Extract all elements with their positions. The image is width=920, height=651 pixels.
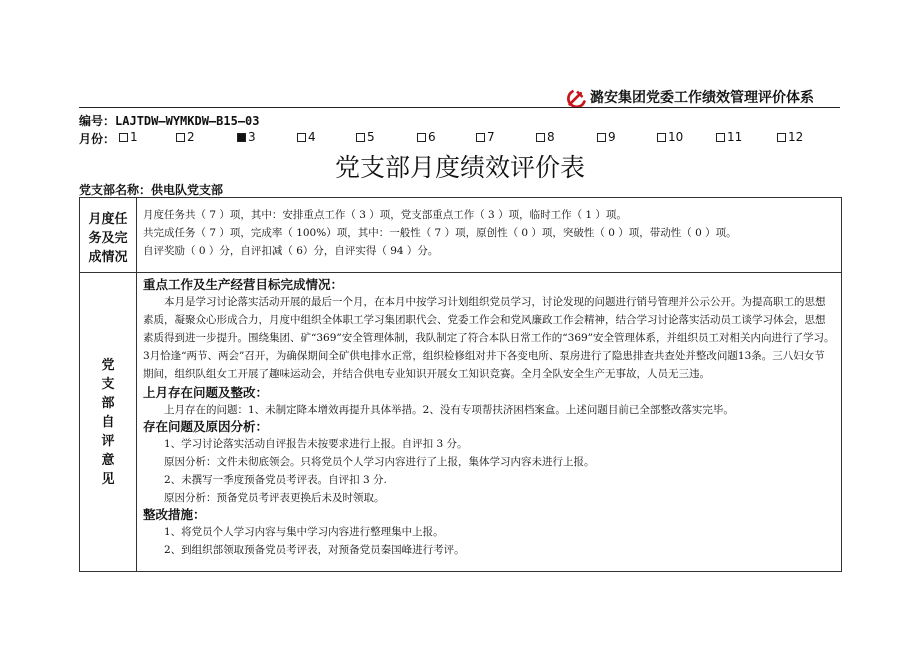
self-eval-label: 党支部自评意见 bbox=[101, 357, 115, 487]
section-text: 本月是学习讨论落实活动开展的最后一个月，在本月中按学习计划组织党员学习，讨论发现的问题进行销号管理并公示公开。为提高职工的思想素质，凝聚众心形成合力，月度中组织全体职工学习集团职代会、党委工作会和党风廉政工作会精神，结合学习讨论落实活动员工谈学习体会，思想素质得到进一步提升。围绕集团、矿“369”安全管理体制，我队制定了符合本队日常工作的“369”安全管理体系，并组织员工对相关内向进行了学习。3月恰逢“两节、两会”召开，为确保期间全矿供电排水正常，组织检修组对井下各变电所、泵房进行了隐患排查共查处并整改问题13条。三八妇女节期间，组织队组女工开展了趣味运动会，并结合供电专业知识开展女工知识竞赛。全月全队安全生产无事故，人员无三违。 bbox=[143, 296, 835, 380]
month-option[interactable]: 9 bbox=[597, 130, 616, 144]
document-header bbox=[566, 86, 814, 108]
evaluation-table bbox=[79, 197, 842, 572]
task-line: 共完成任务（ 7 ）项，完成率（ 100%）项，其中：一般性（ 7 ）项，原创性（ 0 ）项，突破性（ 0 ）项，带动性（ 0 ）项。 bbox=[143, 227, 737, 239]
checkbox-icon[interactable] bbox=[476, 133, 485, 142]
checkbox-icon[interactable] bbox=[716, 133, 725, 142]
table-row bbox=[80, 198, 842, 273]
issue-line: 原因分析：预备党员考评表更换后未及时领取。 bbox=[164, 492, 385, 504]
checkbox-icon[interactable] bbox=[597, 133, 606, 142]
task-label-cell bbox=[80, 198, 137, 273]
section-title: 存在问题及原因分析： bbox=[143, 419, 269, 434]
section-title: 上月存在问题及整改： bbox=[143, 385, 269, 400]
month-option[interactable]: 3 bbox=[237, 130, 256, 144]
self-eval-content-cell bbox=[137, 273, 842, 572]
month-option[interactable]: 7 bbox=[476, 130, 495, 144]
issue-line: 2、未撰写一季度预备党员考评表。自评扣 3 分. bbox=[164, 474, 387, 486]
section-title: 整改措施： bbox=[143, 507, 206, 522]
month-option[interactable]: 5 bbox=[356, 130, 375, 144]
month-option[interactable]: 8 bbox=[536, 130, 555, 144]
month-option[interactable]: 4 bbox=[297, 130, 316, 144]
checkbox-icon[interactable] bbox=[356, 133, 365, 142]
checkbox-icon[interactable] bbox=[657, 133, 666, 142]
header-divider bbox=[79, 107, 840, 108]
code-value: LAJTDW—WYMKDW—B15—03 bbox=[115, 114, 260, 128]
section-title: 重点工作及生产经营目标完成情况： bbox=[143, 277, 344, 292]
checkbox-icon[interactable] bbox=[417, 133, 426, 142]
month-option[interactable]: 11 bbox=[716, 130, 742, 144]
branch-label: 党支部名称： bbox=[79, 183, 152, 197]
org-title: 潞安集团党委工作绩效管理评价体系 bbox=[590, 90, 814, 106]
page-title: 党支部月度绩效评价表 bbox=[334, 153, 585, 182]
task-label: 月度任务及完成情况 bbox=[88, 212, 128, 265]
month-option[interactable]: 6 bbox=[417, 130, 436, 144]
measure-line: 1、将党员个人学习内容与集中学习内容进行整理集中上报。 bbox=[164, 526, 444, 538]
branch-value: 供电队党支部 bbox=[151, 183, 224, 197]
checkbox-checked-icon[interactable] bbox=[237, 133, 246, 142]
section-text: 上月存在的问题：1、未制定降本增效再提升具体举措。2、没有专项帮扶济困档案盒。上述问题目前已全部整改落实完毕。 bbox=[164, 404, 734, 416]
month-label: 月份： bbox=[79, 132, 116, 146]
task-line: 月度任务共（ 7 ）项，其中：安排重点工作（ 3 ）项，党支部重点工作（ 3 ）项，临时工作（ 1 ）项。 bbox=[143, 209, 627, 221]
checkbox-icon[interactable] bbox=[176, 133, 185, 142]
month-option[interactable]: 12 bbox=[777, 130, 803, 144]
measure-line: 2、到组织部领取预备党员考评表，对预备党员秦国峰进行考评。 bbox=[164, 544, 465, 556]
table-row bbox=[80, 273, 842, 572]
document-code bbox=[79, 112, 260, 129]
task-content-cell bbox=[137, 198, 842, 273]
issue-line: 1、学习讨论落实活动自评报告未按要求进行上报。自评扣 3 分。 bbox=[164, 438, 468, 450]
checkbox-icon[interactable] bbox=[777, 133, 786, 142]
party-emblem-icon bbox=[566, 86, 588, 108]
checkbox-icon[interactable] bbox=[297, 133, 306, 142]
month-option[interactable]: 10 bbox=[657, 130, 683, 144]
checkbox-icon[interactable] bbox=[119, 133, 128, 142]
month-option[interactable]: 2 bbox=[176, 130, 195, 144]
checkbox-icon[interactable] bbox=[536, 133, 545, 142]
branch-name bbox=[79, 181, 223, 198]
self-eval-label-cell bbox=[80, 273, 137, 572]
month-option[interactable]: 1 bbox=[119, 130, 138, 144]
issue-line: 原因分析：文件未彻底领会。只将党员个人学习内容进行了上报，集体学习内容未进行上报。 bbox=[164, 456, 595, 468]
month-selector bbox=[79, 130, 859, 146]
code-label: 编号： bbox=[79, 114, 116, 128]
task-line: 自评奖励（ 0 ）分，自评扣减（ 6）分，自评实得（ 94 ）分。 bbox=[143, 245, 439, 257]
